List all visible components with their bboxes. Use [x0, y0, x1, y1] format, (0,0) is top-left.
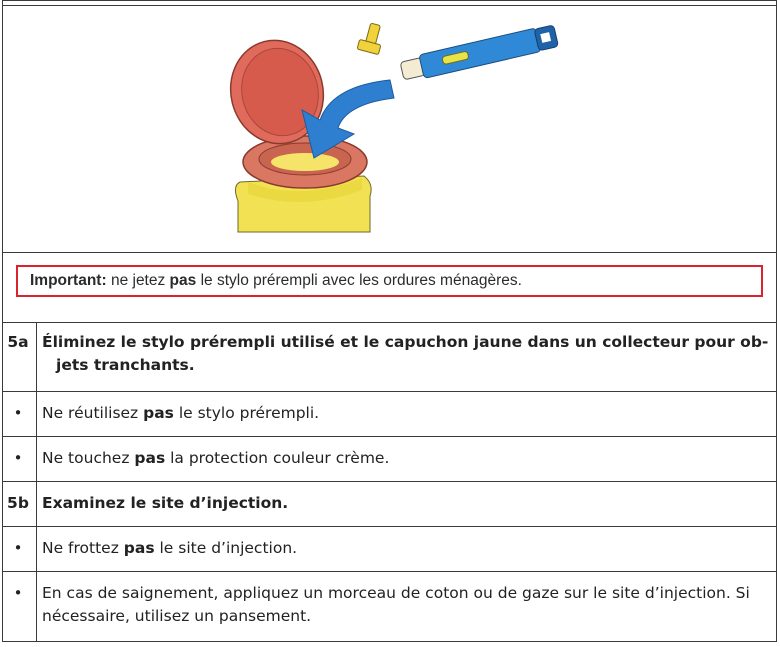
- instruction-text: Ne touchez pas la protection couleur crème.: [42, 449, 390, 467]
- step-title-line: jets tranchants.: [56, 356, 195, 374]
- step-title: [42, 331, 772, 377]
- table-rule: [2, 391, 777, 392]
- bullet-icon: •: [13, 539, 23, 557]
- table-rule: [2, 641, 777, 642]
- bullet-icon: •: [13, 404, 23, 422]
- autoinjector-pen-icon: [399, 24, 558, 83]
- step-number: 5b: [7, 494, 29, 512]
- important-text-before: ne jetez: [106, 272, 170, 289]
- table-rule: [2, 0, 777, 1]
- table-rule: [2, 481, 777, 482]
- important-text-after: le stylo prérempli avec les ordures ménagères.: [196, 272, 522, 289]
- bullet-icon: •: [13, 584, 23, 602]
- step-number: 5a: [7, 333, 29, 351]
- important-emphasis: pas: [169, 272, 197, 289]
- step-title: Examinez le site d’injection.: [42, 494, 289, 512]
- instruction-text: En cas de saignement, appliquez un morceau de coton ou de gaze sur le site d’injection. Si nécessaire, utilisez un pansement.: [42, 584, 750, 625]
- disposal-illustration: [2, 6, 777, 252]
- step-title-line: Éliminez le stylo prérempli utilisé et le capuchon jaune dans un collecteur pour ob-: [42, 333, 769, 351]
- table-rule: [36, 322, 37, 642]
- table-rule: [2, 526, 777, 527]
- table-rule: [2, 436, 777, 437]
- important-warning-box: [16, 265, 763, 297]
- bullet-icon: •: [13, 449, 23, 467]
- important-label: Important:: [30, 272, 107, 289]
- instruction-table: [2, 0, 777, 645]
- table-rule: [2, 322, 777, 323]
- yellow-cap-icon: [357, 23, 381, 55]
- table-rule: [2, 252, 777, 253]
- sharps-container-icon: [220, 30, 371, 232]
- instruction-text: Ne réutilisez pas le stylo prérempli.: [42, 404, 320, 422]
- table-rule: [2, 571, 777, 572]
- instruction-text: Ne frottez pas le site d’injection.: [42, 539, 298, 557]
